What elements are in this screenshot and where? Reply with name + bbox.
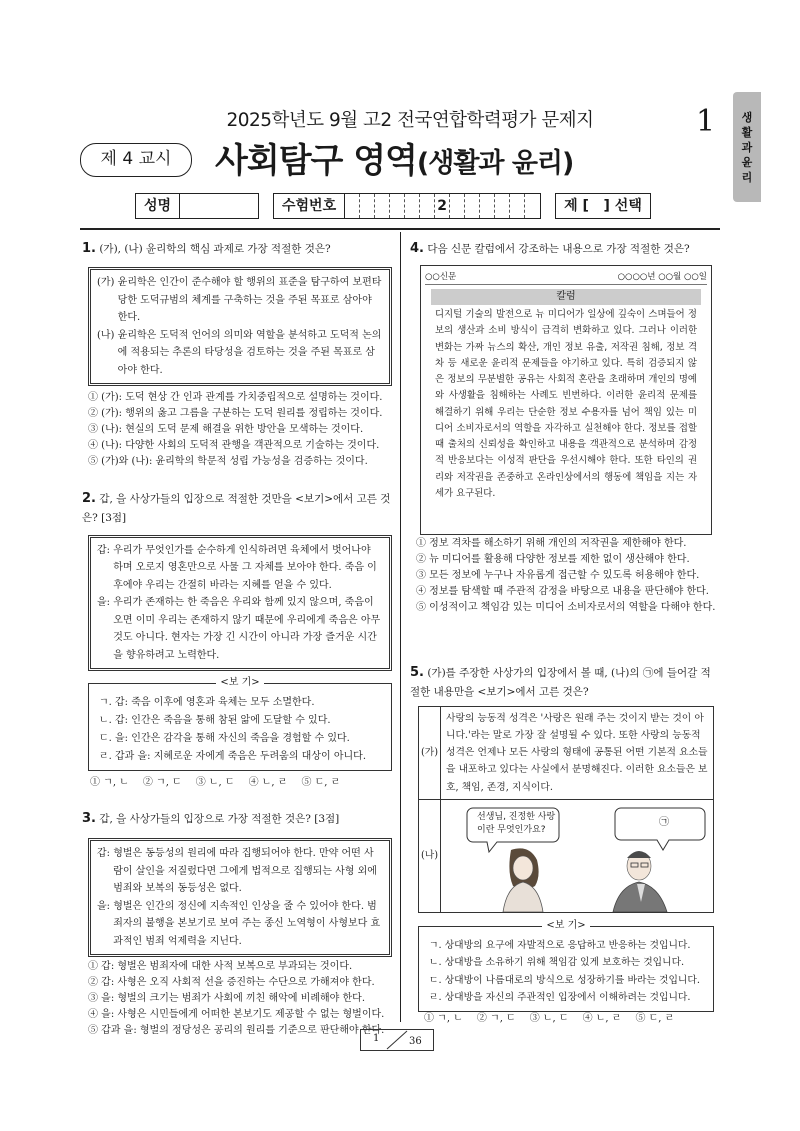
question-1-options bbox=[82, 390, 392, 470]
passage-text-ga: 사랑의 능동적 성격은 '사랑은 원래 주는 것이지 받는 것이 아니다.'라는 말로 가장 잘 설명될 수 있다. 또한 사랑의 능동적 성격은 언제나 모든 사랑의 형태에 공통된 어떤 기본적 요소들을 내포하고 있다는 사실에서 분명해진다. 이러한 요소들은 보호, 책임, 존경, 지식이다. bbox=[446, 713, 708, 793]
name-field[interactable] bbox=[180, 194, 258, 218]
question-1-head bbox=[82, 238, 392, 260]
choice-3[interactable]: ③ ㄴ, ㄷ bbox=[529, 1013, 569, 1024]
bogi-item: ㄱ. 갑: 죽음 이후에 영혼과 육체는 모두 소멸한다. bbox=[99, 697, 315, 709]
page-footer bbox=[360, 1029, 434, 1051]
footer-slash bbox=[361, 1030, 433, 1050]
passage-text-ga: 윤리학은 인간이 준수해야 할 행위의 표준을 탐구하여 보편타당한 도덕규범의 체계를 구축하는 것을 주된 목표로 삼아야 한다. bbox=[117, 277, 382, 324]
choice-4[interactable]: ④ ㄴ, ㄹ bbox=[248, 776, 288, 788]
question-5-bogi bbox=[418, 920, 714, 1012]
exam-number-box bbox=[273, 193, 541, 219]
choice-5[interactable]: ⑤ ㄷ, ㄹ bbox=[635, 1013, 675, 1024]
option-2[interactable]: ② (가): 행위의 옳고 그름을 구분하는 도덕 원리를 정립하는 것이다. bbox=[88, 408, 383, 420]
question-4-number: 4. bbox=[410, 241, 424, 256]
question-5-number: 5. bbox=[410, 665, 424, 680]
footer-total: 36 bbox=[409, 1036, 422, 1047]
side-tab-char: 활 bbox=[741, 125, 753, 139]
choice-1[interactable]: ① ㄱ, ㄴ bbox=[424, 1013, 463, 1024]
blank-marker: ㉠ bbox=[659, 816, 669, 828]
question-2-head bbox=[82, 488, 392, 528]
selection-box[interactable] bbox=[555, 193, 651, 219]
choice-1[interactable]: ① ㄱ, ㄴ bbox=[90, 776, 129, 788]
question-3-options bbox=[82, 959, 392, 1039]
bogi-item: ㄷ. 을: 인간은 감각을 통해 자신의 죽음을 경험할 수 있다. bbox=[99, 733, 350, 745]
question-2-prompt: 갑, 을 사상가들의 입장으로 적절한 것만을 <보기>에서 고른 것은? [3점] bbox=[82, 493, 391, 525]
side-tab-char: 과 bbox=[741, 140, 753, 154]
choice-4[interactable]: ④ ㄴ, ㄹ bbox=[582, 1013, 622, 1024]
side-tab-char: 생 bbox=[741, 110, 753, 124]
student-figure bbox=[503, 848, 543, 912]
option-4[interactable]: ④ 을: 사형은 시민들에게 어떠한 본보기도 제공할 수 없는 형벌이다. bbox=[88, 1009, 385, 1021]
bogi-item: ㄹ. 상대방을 자신의 주관적인 입장에서 이해하려는 것입니다. bbox=[429, 992, 691, 1004]
exam-title: 2025학년도 9월 고2 전국연합학력평가 문제지 bbox=[226, 110, 594, 131]
passage-label-gap: 갑: bbox=[97, 544, 114, 556]
passage-label-gap: 갑: bbox=[97, 848, 114, 860]
question-5-head bbox=[410, 662, 715, 702]
question-5-passage bbox=[418, 706, 714, 913]
question-2-number: 2. bbox=[82, 491, 96, 506]
subject-side-tab bbox=[733, 92, 761, 202]
question-3-head bbox=[82, 808, 392, 830]
question-1-prompt: (가), (나) 윤리학의 핵심 과제로 가장 적절한 것은? bbox=[99, 243, 331, 255]
newspaper-header bbox=[425, 270, 707, 285]
question-3-prompt: 갑, 을 사상가들의 입장으로 가장 적절한 것은? [3점] bbox=[99, 813, 340, 825]
name-label: 성명 bbox=[136, 194, 180, 218]
bogi-title: <보 기> bbox=[542, 920, 589, 931]
option-4[interactable]: ④ (나): 다양한 사회의 도덕적 관행을 객관적으로 기술하는 것이다. bbox=[88, 440, 380, 452]
question-1-number: 1. bbox=[82, 241, 96, 256]
teacher-figure bbox=[613, 851, 667, 912]
passage-row-na bbox=[419, 800, 713, 912]
choice-2[interactable]: ② ㄱ, ㄷ bbox=[476, 1013, 516, 1024]
page-number: 1 bbox=[696, 104, 716, 139]
passage-text-gap: 우리가 무엇인가를 순수하게 인식하려면 육체에서 벗어나야 하며 오로지 영혼만으로 사물 그 자체를 보아야 한다. 죽음 이후에야 우리는 간절히 바라는 지혜를 얻을 수 있다. bbox=[113, 544, 377, 591]
question-4-options bbox=[416, 536, 716, 616]
question-4-head bbox=[410, 238, 715, 260]
question-1 bbox=[82, 238, 392, 470]
option-2[interactable]: ② 뉴 미디어를 활용해 다양한 정보를 제한 없이 생산해야 한다. bbox=[416, 554, 690, 565]
subject-main: 사회탐구 영역 bbox=[215, 141, 417, 181]
question-5-choices bbox=[424, 1011, 674, 1027]
exam-number-digit: 2 bbox=[435, 194, 450, 218]
option-3[interactable]: ③ (나): 현실의 도덕 문제 해결을 위한 방안을 모색하는 것이다. bbox=[88, 424, 364, 436]
passage-text-na: 윤리학은 도덕적 언어의 의미와 역할을 분석하고 도덕적 논의에 적용되는 추론의 타당성을 검토하는 것을 주된 목표로 삼아야 한다. bbox=[117, 329, 382, 376]
name-box bbox=[135, 193, 259, 219]
period-badge: 제 4 교시 bbox=[80, 143, 192, 177]
passage-text-eul: 형벌은 인간의 정신에 지속적인 인상을 줄 수 있어야 한다. 범죄자의 불행을 본보기로 보여 주는 종신 노역형이 사형보다 효과적인 범죄 억제력을 지닌다. bbox=[113, 900, 381, 947]
option-3[interactable]: ③ 모든 정보에 누구나 자유롭게 접근할 수 있도록 허용해야 한다. bbox=[416, 570, 700, 581]
option-1[interactable]: ① 정보 격차를 해소하기 위해 개인의 저작권을 제한해야 한다. bbox=[416, 538, 687, 549]
question-2 bbox=[82, 488, 392, 791]
passage-label-ga: (가) bbox=[419, 707, 441, 799]
question-3-number: 3. bbox=[82, 811, 96, 826]
choice-3[interactable]: ③ ㄴ, ㄷ bbox=[195, 776, 235, 788]
option-2[interactable]: ② 갑: 사형은 오직 사회적 선을 증진하는 수단으로 가해져야 한다. bbox=[88, 977, 375, 989]
passage-row-ga bbox=[419, 707, 713, 800]
selection-label: 제 [ ] 선택 bbox=[564, 197, 642, 214]
choice-5[interactable]: ⑤ ㄷ, ㄹ bbox=[301, 776, 341, 788]
newspaper-column bbox=[420, 265, 712, 535]
dialogue-illustration bbox=[441, 800, 713, 912]
question-5-prompt: (가)를 주장한 사상가의 입장에서 볼 때, (나)의 ㉠에 들어갈 적절한 내용만을 <보기>에서 고른 것은? bbox=[410, 667, 711, 699]
column-body: 디지털 기술의 발전으로 뉴 미디어가 일상에 깊숙이 스며들어 정보의 생산과 소비 방식이 급격히 변화하고 있다. 그러나 이러한 변화는 가짜 뉴스의 확산, 개인 정보 유출, 저작권 침해, 정보 격차 등 새로운 윤리적 문제들을 야기하고 있다. 특히 검증되지 않은 정보의 무분별한 공유는 사회적 혼란을 초래하며 개인의 명예와 사생활을 침해하는 사례도 빈번하다. 이러한 윤리적 문제를 해결하기 위해 우리는 단순한 정보 수용자를 넘어 책임 있는 미디어 소비자로서의 역할을 자각하고 실천해야 한다. 정보를 접할 때 출처의 신뢰성을 확인하고 내용을 객관적으로 분석하며 감정적 반응보다는 이성적 판단을 우선시해야 한다. 또한 타인의 권리와 저작권을 존중하고 온라인상에서의 행동에 책임을 지는 자세가 요구된다. bbox=[435, 309, 697, 499]
student-question: 선생님, 진정한 사랑이란 무엇인가요? bbox=[477, 811, 556, 835]
bogi-item: ㄷ. 상대방이 나름대로의 방식으로 성장하기를 바라는 것입니다. bbox=[429, 974, 700, 986]
option-5[interactable]: ⑤ 갑과 을: 형벌의 정당성은 공리의 원리를 기준으로 판단해야 한다. bbox=[88, 1025, 385, 1037]
bogi-title: <보 기> bbox=[216, 677, 263, 688]
side-tab-char: 윤 bbox=[741, 155, 753, 169]
bogi-item: ㄴ. 상대방을 소유하기 위해 책임감 있게 보호하는 것입니다. bbox=[429, 957, 685, 969]
passage-label-na: (나) bbox=[419, 800, 441, 912]
column-label: 칼럼 bbox=[431, 289, 701, 305]
question-2-passage bbox=[88, 535, 392, 672]
passage-label-eul: 을: bbox=[97, 597, 114, 609]
option-5[interactable]: ⑤ (가)와 (나): 윤리학의 학문적 성립 가능성을 검증하는 것이다. bbox=[88, 456, 368, 468]
passage-label-eul: 을: bbox=[97, 900, 114, 912]
header-rule bbox=[80, 228, 720, 230]
exam-number-cells[interactable] bbox=[345, 194, 540, 218]
bogi-item: ㄴ. 갑: 인간은 죽음을 통해 참된 앎에 도달할 수 있다. bbox=[99, 715, 331, 727]
passage-label-ga: (가) bbox=[97, 277, 118, 289]
column-divider bbox=[400, 232, 401, 1022]
footer-page: 1 bbox=[373, 1033, 380, 1044]
option-3[interactable]: ③ 을: 형벌의 크기는 범죄가 사회에 끼친 해악에 비례해야 한다. bbox=[88, 993, 365, 1005]
passage-label-na: (나) bbox=[97, 329, 118, 341]
exam-number-label: 수험번호 bbox=[274, 194, 345, 218]
bogi-item: ㄹ. 갑과 을: 지혜로운 자에게 죽음은 두려움의 대상이 아니다. bbox=[99, 750, 366, 762]
question-4-prompt: 다음 신문 칼럼에서 강조하는 내용으로 가장 적절한 것은? bbox=[427, 243, 690, 255]
option-1[interactable]: ① (가): 도덕 현상 간 인과 관계를 가치중립적으로 설명하는 것이다. bbox=[88, 392, 383, 404]
side-tab-char: 리 bbox=[741, 170, 753, 184]
question-2-bogi bbox=[88, 677, 392, 770]
subject-sub: (생활과 윤리) bbox=[416, 148, 574, 179]
subject-title bbox=[215, 134, 573, 189]
option-4[interactable]: ④ 정보를 탐색할 때 주관적 감정을 바탕으로 내용을 판단해야 한다. bbox=[416, 586, 709, 597]
newspaper-name: ○○신문 bbox=[425, 272, 457, 282]
passage-text-eul: 우리가 존재하는 한 죽음은 우리와 함께 있지 않으며, 죽음이 오면 이미 우리는 존재하지 않기 때문에 우리에게 죽음은 아무것도 아니다. 현자는 가장 긴 시간이 아니라 가장 즐거운 시간을 향유하려고 노력한다. bbox=[113, 597, 381, 661]
question-2-choices bbox=[90, 775, 392, 791]
choice-2[interactable]: ② ㄱ, ㄷ bbox=[142, 776, 182, 788]
option-5[interactable]: ⑤ 이성적이고 책임감 있는 미디어 소비자로서의 역할을 다해야 한다. bbox=[416, 602, 716, 613]
question-1-passage bbox=[88, 267, 392, 386]
option-1[interactable]: ① 갑: 형벌은 범죄자에 대한 사적 보복으로 부과되는 것이다. bbox=[88, 961, 353, 973]
bogi-item: ㄱ. 상대방의 요구에 자발적으로 응답하고 반응하는 것입니다. bbox=[429, 940, 691, 951]
question-3 bbox=[82, 808, 392, 1039]
question-3-passage bbox=[88, 838, 392, 957]
newspaper-date: ○○○○년 ○○월 ○○일 bbox=[617, 272, 707, 282]
info-row bbox=[135, 193, 651, 219]
passage-text-gap: 형벌은 동등성의 원리에 따라 집행되어야 한다. 만약 어떤 사람이 살인을 저질렀다면 그에게 법적으로 집행되는 사형 외에 범죄와 보복의 동등성은 없다. bbox=[113, 848, 377, 895]
